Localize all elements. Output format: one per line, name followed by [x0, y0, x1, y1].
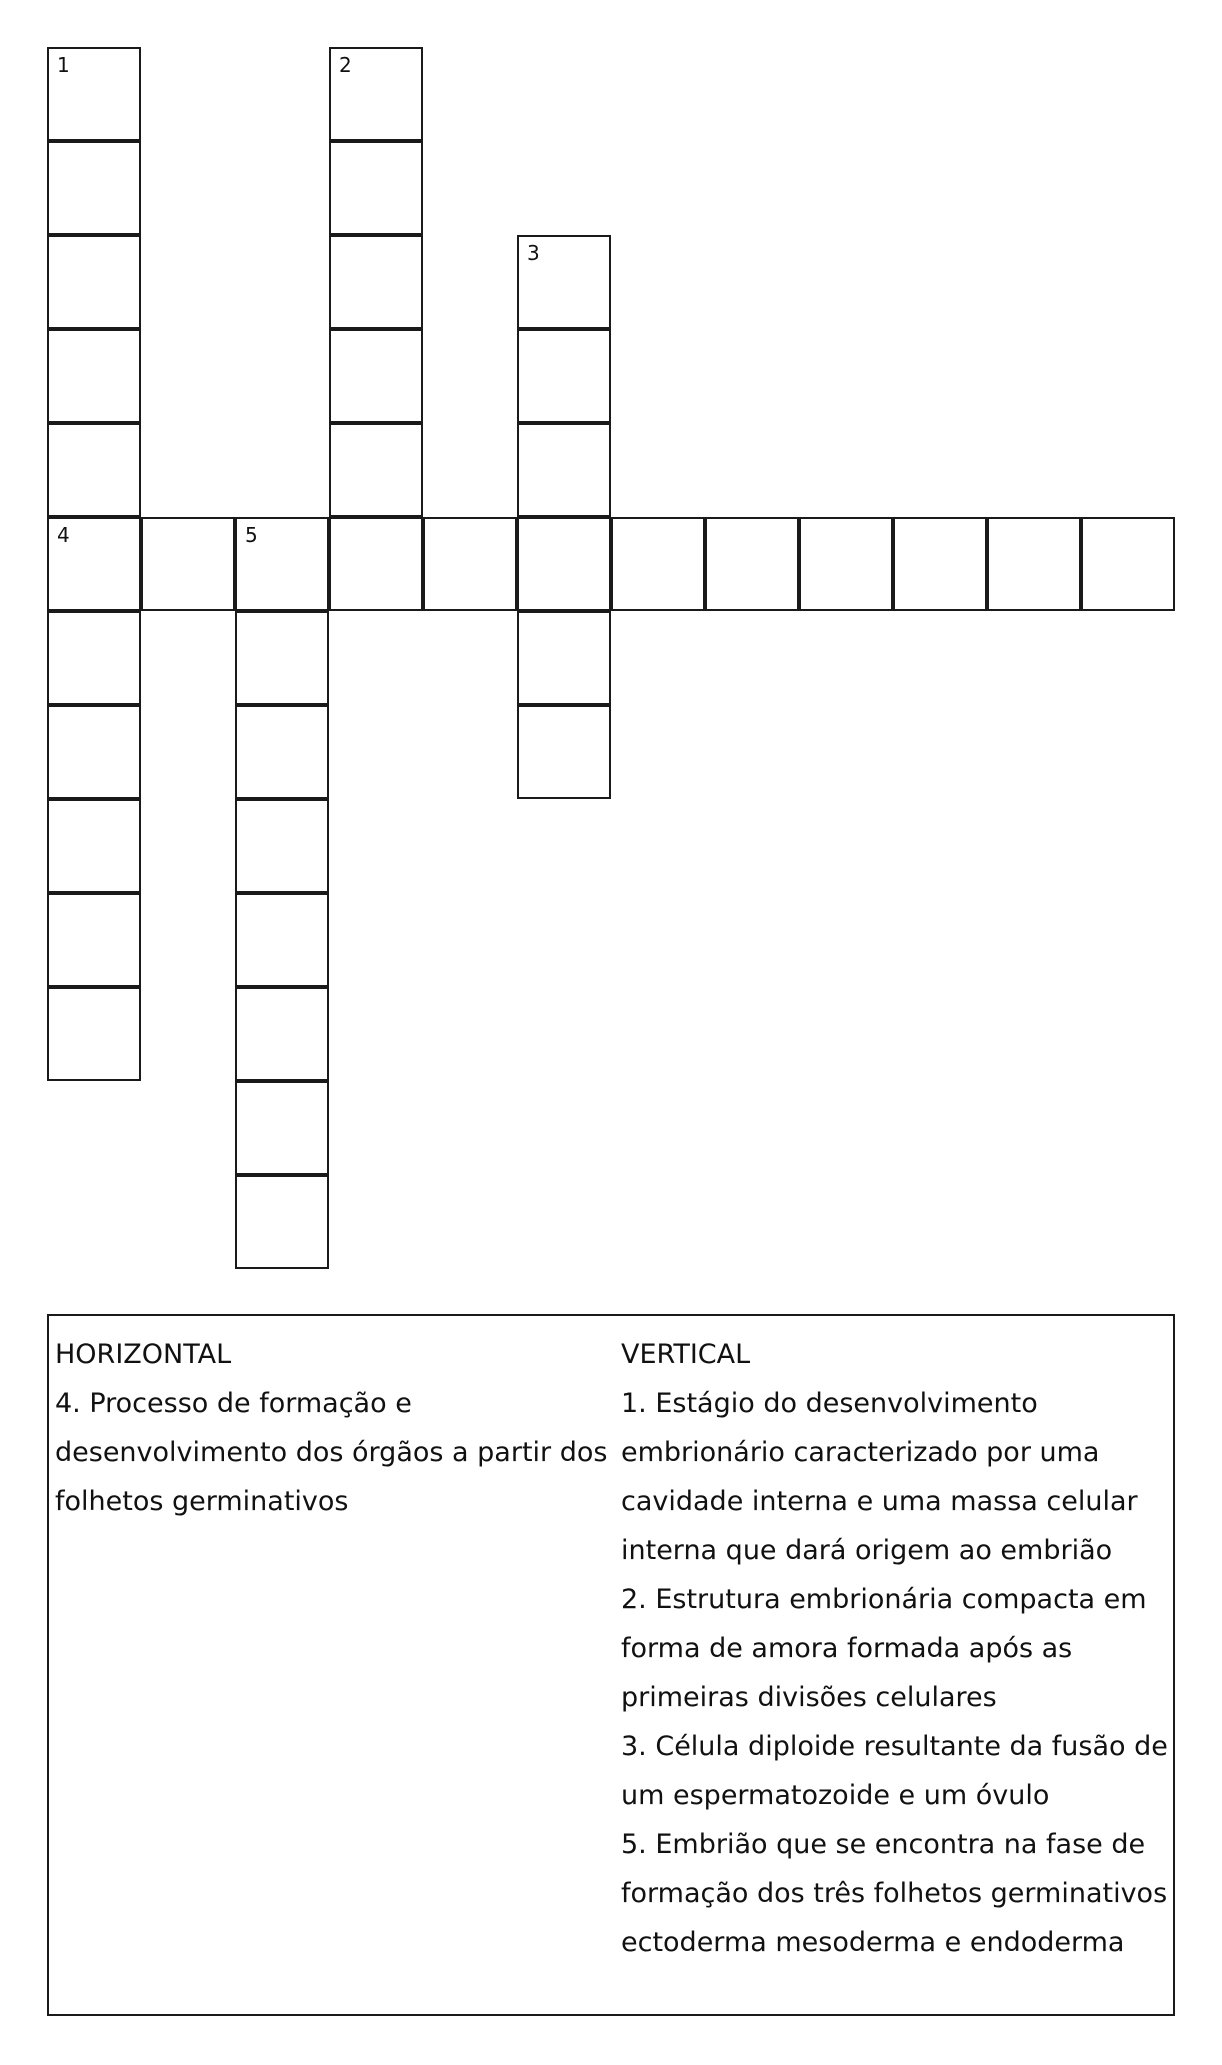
crossword-cell[interactable] [235, 893, 329, 987]
crossword-cell[interactable] [329, 517, 423, 611]
clues-box [47, 1314, 1175, 2016]
clue-number: 3 [527, 241, 540, 265]
crossword-cell[interactable] [611, 517, 705, 611]
crossword-cell[interactable] [517, 517, 611, 611]
crossword-cell[interactable] [1081, 517, 1175, 611]
clue-number: 2 [339, 53, 352, 77]
crossword-cell[interactable] [329, 329, 423, 423]
vertical-clues [621, 1330, 1171, 1967]
crossword-cell[interactable] [329, 141, 423, 235]
clue-number: 1 [57, 53, 70, 77]
crossword-cell[interactable] [235, 705, 329, 799]
crossword-cell[interactable] [329, 47, 423, 141]
clue-down-1: 1. Estágio do desenvolvimento embrionário caracterizado por uma cavidade interna e uma massa celular interna que dará origem ao embrião [621, 1388, 1138, 1566]
vertical-heading: VERTICAL [621, 1339, 751, 1370]
crossword-cell[interactable] [235, 517, 329, 611]
crossword-cell[interactable] [987, 517, 1081, 611]
crossword-cell[interactable] [47, 705, 141, 799]
crossword-cell[interactable] [235, 611, 329, 705]
clue-number: 4 [57, 523, 70, 547]
crossword-cell[interactable] [705, 517, 799, 611]
crossword-cell[interactable] [47, 893, 141, 987]
crossword-cell[interactable] [235, 1081, 329, 1175]
crossword-cell[interactable] [893, 517, 987, 611]
clue-down-2: 2. Estrutura embrionária compacta em forma de amora formada após as primeiras divisões celulares [621, 1584, 1147, 1713]
crossword-cell[interactable] [47, 611, 141, 705]
crossword-cell[interactable] [47, 423, 141, 517]
crossword-cell[interactable] [47, 141, 141, 235]
crossword-cell[interactable] [517, 611, 611, 705]
crossword-cell[interactable] [517, 235, 611, 329]
crossword-cell[interactable] [517, 329, 611, 423]
crossword-cell[interactable] [141, 517, 235, 611]
crossword-cell[interactable] [235, 987, 329, 1081]
crossword-cell[interactable] [47, 235, 141, 329]
crossword-cell[interactable] [47, 329, 141, 423]
crossword-cell[interactable] [517, 423, 611, 517]
horizontal-clues [55, 1330, 615, 1526]
crossword-cell[interactable] [47, 799, 141, 893]
crossword-cell[interactable] [329, 423, 423, 517]
clue-number: 5 [245, 523, 258, 547]
clue-across-4: 4. Processo de formação e desenvolvimento dos órgãos a partir dos folhetos germinativos [55, 1388, 608, 1517]
horizontal-heading: HORIZONTAL [55, 1339, 232, 1370]
crossword-cell[interactable] [47, 517, 141, 611]
crossword-cell[interactable] [235, 799, 329, 893]
crossword-cell[interactable] [235, 1175, 329, 1269]
crossword-cell[interactable] [329, 235, 423, 329]
crossword-cell[interactable] [517, 705, 611, 799]
clue-down-5: 5. Embrião que se encontra na fase de formação dos três folhetos germinativos ectoderma mesoderma e endoderma [621, 1829, 1168, 1958]
crossword-cell[interactable] [799, 517, 893, 611]
crossword-cell[interactable] [47, 987, 141, 1081]
crossword-cell[interactable] [423, 517, 517, 611]
crossword-cell[interactable] [47, 47, 141, 141]
clue-down-3: 3. Célula diploide resultante da fusão de um espermatozoide e um óvulo [621, 1731, 1168, 1811]
